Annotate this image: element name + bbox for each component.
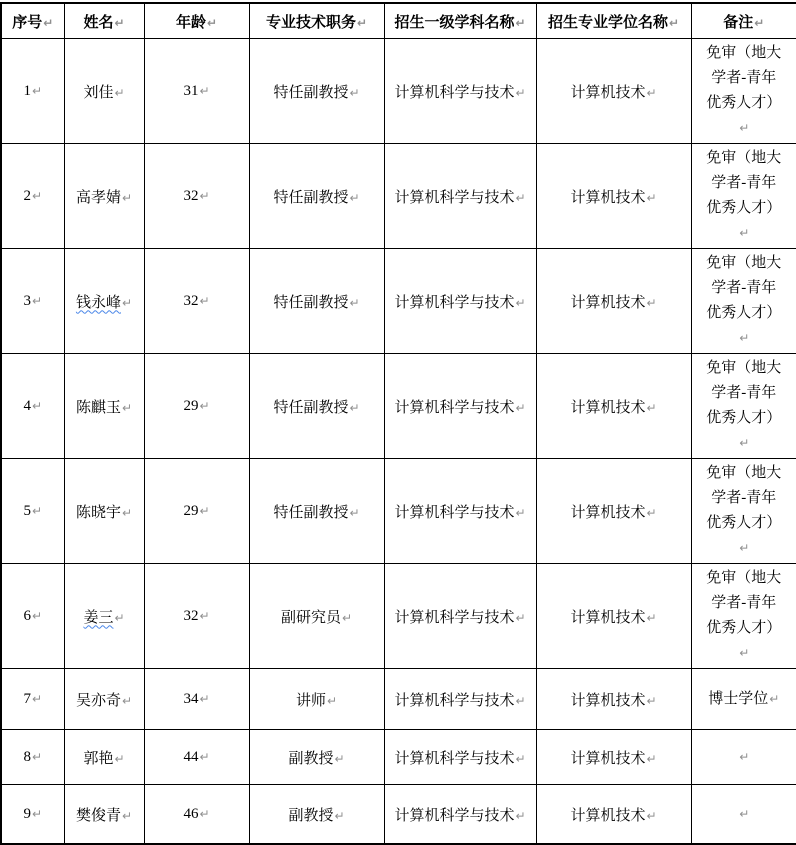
degree-name: 计算机技术: [570, 294, 646, 311]
row-index: 7: [23, 690, 31, 707]
paragraph-mark-icon: ↵: [739, 541, 750, 555]
paragraph-mark-icon: ↵: [515, 751, 526, 766]
paragraph-mark-icon: ↵: [43, 15, 54, 30]
paragraph-mark-icon: ↵: [199, 749, 210, 764]
paragraph-mark-icon: ↵: [31, 608, 43, 623]
degree-name: 计算机技术: [570, 750, 646, 767]
cell-age: [144, 730, 249, 785]
person-title: 特任副教授: [273, 84, 349, 101]
paragraph-mark-icon: ↵: [769, 691, 780, 706]
cell-name: [64, 564, 144, 669]
paragraph-mark-icon: ↵: [326, 693, 338, 708]
table-row: [1, 39, 796, 144]
remark-text: 免审（地大学者-青年优秀人才）: [706, 255, 782, 321]
cell-degree: [536, 669, 691, 730]
paragraph-mark-icon: ↵: [114, 15, 125, 30]
person-title: 副教授: [288, 807, 334, 824]
cell-title: [249, 730, 384, 785]
cell-name: [64, 249, 144, 354]
cell-degree: [536, 564, 691, 669]
remark-text: 免审（地大学者-青年优秀人才）: [706, 150, 782, 216]
discipline-name: 计算机科学与技术: [394, 504, 515, 521]
paragraph-mark-icon: ↵: [114, 85, 125, 100]
faculty-table: [0, 2, 796, 845]
paragraph-mark-icon: ↵: [121, 808, 133, 823]
paragraph-mark-icon: ↵: [121, 693, 133, 708]
table-row: [1, 459, 796, 564]
cell-index: [1, 249, 64, 354]
person-name: 郭艳: [83, 750, 114, 767]
col-header-discipline: [384, 3, 536, 39]
col-header-name: [64, 3, 144, 39]
col-header-remark: [691, 3, 796, 39]
cell-title: [249, 785, 384, 845]
paragraph-mark-icon: ↵: [199, 293, 210, 308]
cell-age: [144, 785, 249, 845]
col-header-title: [249, 3, 384, 39]
cell-index: [1, 354, 64, 459]
paragraph-mark-icon: ↵: [349, 505, 360, 520]
discipline-name: 计算机科学与技术: [394, 750, 515, 767]
person-title: 特任副教授: [273, 189, 349, 206]
cell-name: [64, 730, 144, 785]
paragraph-mark-icon: ↵: [31, 398, 43, 413]
cell-discipline: [384, 249, 536, 354]
person-name: 钱永峰: [75, 294, 121, 311]
cell-name: [64, 354, 144, 459]
paragraph-mark-icon: ↵: [121, 400, 133, 415]
paragraph-mark-icon: ↵: [31, 806, 43, 821]
paragraph-mark-icon: ↵: [739, 436, 750, 450]
header-label: 序号: [12, 14, 43, 31]
row-index: 4: [23, 397, 31, 414]
cell-discipline: [384, 144, 536, 249]
cell-index: [1, 730, 64, 785]
cell-title: [249, 459, 384, 564]
table-row: [1, 564, 796, 669]
paragraph-mark-icon: ↵: [31, 503, 43, 518]
row-index: 3: [23, 292, 31, 309]
person-title: 特任副教授: [273, 294, 349, 311]
person-name: 陈晓宇: [75, 504, 121, 521]
header-label: 备注: [723, 14, 754, 31]
cell-title: [249, 249, 384, 354]
paragraph-mark-icon: ↵: [739, 749, 750, 764]
remark-text: 免审（地大学者-青年优秀人才）: [706, 570, 782, 636]
cell-index: [1, 669, 64, 730]
remark-text: 免审（地大学者-青年优秀人才）: [706, 45, 782, 111]
degree-name: 计算机技术: [570, 504, 646, 521]
degree-name: 计算机技术: [570, 807, 646, 824]
cell-remark: [691, 39, 796, 144]
header-label: 招生专业学位名称: [547, 14, 668, 31]
paragraph-mark-icon: ↵: [356, 15, 368, 30]
cell-remark: [691, 144, 796, 249]
cell-name: [64, 669, 144, 730]
paragraph-mark-icon: ↵: [515, 505, 526, 520]
cell-index: [1, 564, 64, 669]
cell-index: [1, 459, 64, 564]
cell-title: [249, 354, 384, 459]
cell-age: [144, 144, 249, 249]
paragraph-mark-icon: ↵: [739, 226, 750, 240]
discipline-name: 计算机科学与技术: [394, 189, 515, 206]
paragraph-mark-icon: ↵: [334, 751, 345, 766]
person-title: 特任副教授: [273, 399, 349, 416]
cell-title: [249, 39, 384, 144]
cell-degree: [536, 459, 691, 564]
paragraph-mark-icon: ↵: [199, 188, 210, 203]
cell-remark: [691, 564, 796, 669]
paragraph-mark-icon: ↵: [515, 85, 526, 100]
cell-degree: [536, 354, 691, 459]
person-name: 刘佳: [83, 84, 114, 101]
cell-name: [64, 785, 144, 845]
cell-degree: [536, 144, 691, 249]
cell-discipline: [384, 564, 536, 669]
cell-age: [144, 39, 249, 144]
cell-degree: [536, 785, 691, 845]
col-header-degree: [536, 3, 691, 39]
paragraph-mark-icon: ↵: [31, 188, 43, 203]
paragraph-mark-icon: ↵: [646, 400, 657, 415]
paragraph-mark-icon: ↵: [121, 190, 133, 205]
cell-name: [64, 144, 144, 249]
cell-degree: [536, 39, 691, 144]
paragraph-mark-icon: ↵: [31, 83, 43, 98]
paragraph-mark-icon: ↵: [646, 808, 657, 823]
paragraph-mark-icon: ↵: [206, 15, 218, 30]
paragraph-mark-icon: ↵: [31, 749, 43, 764]
cell-age: [144, 564, 249, 669]
remark-text: 免审（地大学者-青年优秀人才）: [706, 465, 782, 531]
person-age: 32: [183, 187, 199, 204]
remark-text: 博士学位: [708, 690, 769, 707]
cell-age: [144, 249, 249, 354]
paragraph-mark-icon: ↵: [199, 608, 210, 623]
cell-remark: [691, 785, 796, 845]
person-title: 副研究员: [280, 609, 341, 626]
paragraph-mark-icon: ↵: [646, 610, 657, 625]
paragraph-mark-icon: ↵: [515, 693, 526, 708]
paragraph-mark-icon: ↵: [121, 295, 133, 310]
degree-name: 计算机技术: [570, 692, 646, 709]
cell-discipline: [384, 459, 536, 564]
row-index: 6: [23, 607, 31, 624]
cell-index: [1, 785, 64, 845]
cell-remark: [691, 354, 796, 459]
paragraph-mark-icon: ↵: [754, 15, 765, 30]
paragraph-mark-icon: ↵: [646, 751, 657, 766]
degree-name: 计算机技术: [570, 189, 646, 206]
paragraph-mark-icon: ↵: [515, 295, 526, 310]
cell-title: [249, 564, 384, 669]
discipline-name: 计算机科学与技术: [394, 692, 515, 709]
paragraph-mark-icon: ↵: [739, 806, 750, 821]
cell-remark: [691, 249, 796, 354]
person-name: 高孝婧: [75, 189, 121, 206]
cell-age: [144, 459, 249, 564]
discipline-name: 计算机科学与技术: [394, 399, 515, 416]
cell-discipline: [384, 730, 536, 785]
row-index: 5: [23, 502, 31, 519]
table-row: [1, 144, 796, 249]
paragraph-mark-icon: ↵: [121, 505, 133, 520]
table-row: [1, 785, 796, 845]
paragraph-mark-icon: ↵: [199, 83, 210, 98]
cell-title: [249, 669, 384, 730]
table-row: [1, 730, 796, 785]
header-label: 专业技术职务: [265, 14, 356, 31]
row-index: 2: [23, 187, 31, 204]
paragraph-mark-icon: ↵: [199, 806, 210, 821]
table-row: [1, 354, 796, 459]
paragraph-mark-icon: ↵: [646, 85, 657, 100]
person-name: 吴亦奇: [75, 692, 121, 709]
remark-text: 免审（地大学者-青年优秀人才）: [706, 360, 782, 426]
paragraph-mark-icon: ↵: [646, 295, 657, 310]
col-header-age: [144, 3, 249, 39]
person-name: 樊俊青: [75, 807, 121, 824]
paragraph-mark-icon: ↵: [515, 808, 526, 823]
cell-degree: [536, 249, 691, 354]
cell-remark: [691, 459, 796, 564]
person-title: 副教授: [288, 750, 334, 767]
table-row: [1, 249, 796, 354]
person-age: 31: [183, 82, 199, 99]
paragraph-mark-icon: ↵: [739, 121, 750, 135]
paragraph-mark-icon: ↵: [349, 400, 360, 415]
cell-discipline: [384, 39, 536, 144]
paragraph-mark-icon: ↵: [199, 691, 210, 706]
paragraph-mark-icon: ↵: [668, 15, 680, 30]
paragraph-mark-icon: ↵: [114, 610, 125, 625]
table-row: [1, 669, 796, 730]
cell-remark: [691, 730, 796, 785]
paragraph-mark-icon: ↵: [349, 190, 360, 205]
person-name: 姜三: [83, 609, 114, 626]
person-age: 29: [183, 502, 199, 519]
col-header-index: [1, 3, 64, 39]
cell-age: [144, 669, 249, 730]
paragraph-mark-icon: ↵: [341, 610, 353, 625]
person-title: 讲师: [295, 692, 326, 709]
person-age: 44: [183, 748, 199, 765]
header-row: [1, 3, 796, 39]
cell-title: [249, 144, 384, 249]
cell-name: [64, 459, 144, 564]
discipline-name: 计算机科学与技术: [394, 609, 515, 626]
paragraph-mark-icon: ↵: [349, 295, 360, 310]
header-label: 姓名: [83, 14, 114, 31]
cell-index: [1, 39, 64, 144]
cell-age: [144, 354, 249, 459]
row-index: 9: [23, 805, 31, 822]
discipline-name: 计算机科学与技术: [394, 807, 515, 824]
person-age: 34: [183, 690, 199, 707]
paragraph-mark-icon: ↵: [199, 503, 210, 518]
cell-name: [64, 39, 144, 144]
cell-index: [1, 144, 64, 249]
paragraph-mark-icon: ↵: [515, 190, 526, 205]
paragraph-mark-icon: ↵: [114, 751, 125, 766]
degree-name: 计算机技术: [570, 609, 646, 626]
paragraph-mark-icon: ↵: [334, 808, 345, 823]
paragraph-mark-icon: ↵: [515, 400, 526, 415]
row-index: 1: [23, 82, 31, 99]
paragraph-mark-icon: ↵: [199, 398, 210, 413]
person-title: 特任副教授: [273, 504, 349, 521]
paragraph-mark-icon: ↵: [31, 691, 43, 706]
person-age: 46: [183, 805, 199, 822]
paragraph-mark-icon: ↵: [515, 15, 526, 30]
paragraph-mark-icon: ↵: [31, 293, 43, 308]
paragraph-mark-icon: ↵: [739, 646, 750, 660]
paragraph-mark-icon: ↵: [646, 693, 657, 708]
cell-discipline: [384, 785, 536, 845]
cell-degree: [536, 730, 691, 785]
paragraph-mark-icon: ↵: [349, 85, 360, 100]
paragraph-mark-icon: ↵: [515, 610, 526, 625]
person-age: 32: [183, 607, 199, 624]
cell-remark: [691, 669, 796, 730]
degree-name: 计算机技术: [570, 399, 646, 416]
person-age: 29: [183, 397, 199, 414]
header-label: 招生一级学科名称: [394, 14, 515, 31]
paragraph-mark-icon: ↵: [646, 505, 657, 520]
paragraph-mark-icon: ↵: [739, 331, 750, 345]
discipline-name: 计算机科学与技术: [394, 294, 515, 311]
row-index: 8: [23, 748, 31, 765]
discipline-name: 计算机科学与技术: [394, 84, 515, 101]
header-label: 年龄: [175, 14, 206, 31]
paragraph-mark-icon: ↵: [646, 190, 657, 205]
degree-name: 计算机技术: [570, 84, 646, 101]
person-name: 陈麒玉: [75, 399, 121, 416]
person-age: 32: [183, 292, 199, 309]
cell-discipline: [384, 354, 536, 459]
cell-discipline: [384, 669, 536, 730]
